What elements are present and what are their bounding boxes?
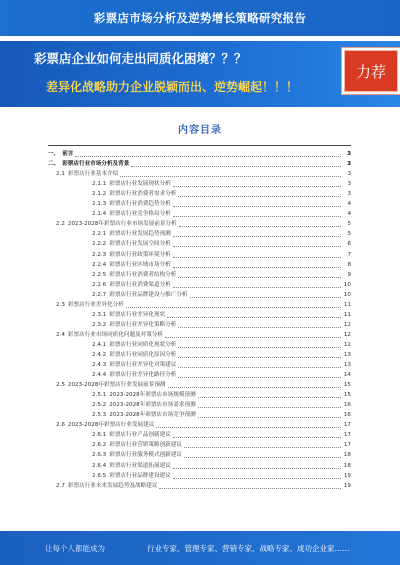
toc-entry-text: 彩票店行业服务模式创新建议 — [109, 452, 182, 459]
toc-leader-dots — [131, 166, 341, 167]
toc-entry-number: 2.5.2 — [92, 402, 107, 409]
toc-leader-dots — [168, 387, 341, 388]
report-title: 彩票店市场分析及逆势增长策略研究报告 — [93, 11, 307, 25]
toc-leader-dots — [173, 437, 341, 438]
toc-entry-number: 2.1.4 — [92, 211, 107, 218]
toc-entry-number: 2.3.1 — [92, 311, 107, 318]
toc-entry-page: 17 — [343, 442, 351, 449]
toc-entry[interactable] — [48, 481, 351, 491]
toc-entry-text: 彩票店行业品牌建设与推广分析 — [109, 291, 188, 298]
toc-leader-dots — [75, 156, 341, 157]
toc-entry[interactable] — [48, 249, 351, 259]
toc-entry-page: 4 — [347, 201, 351, 208]
toc-entry-number: 2.4.4 — [92, 372, 107, 379]
toc-entry-text: 前言 — [62, 151, 74, 158]
toc-entry[interactable] — [48, 149, 351, 159]
toc-entry-page: 3 — [347, 151, 351, 158]
toc-leader-dots — [120, 176, 341, 177]
toc-entry-number: 2.3 — [56, 301, 65, 308]
toc-entry[interactable] — [48, 219, 351, 229]
toc-leader-dots — [178, 367, 341, 368]
toc-entry-number: 2.6 — [56, 422, 65, 429]
toc-leader-dots — [156, 427, 341, 428]
toc-entry-text: 彩票店行业发展现状分析 — [109, 181, 171, 188]
toc-leader-dots — [165, 337, 341, 338]
toc-leader-dots — [173, 236, 341, 237]
toc-entry[interactable] — [48, 280, 351, 290]
toc-entry-number: 2.1.1 — [92, 181, 107, 188]
toc-entry-page: 6 — [347, 241, 351, 248]
toc-entry-text: 彩票店行业营销策略创新建议 — [109, 442, 182, 449]
toc-entry[interactable] — [48, 169, 351, 179]
toc-entry-number: 2.4.3 — [92, 362, 107, 369]
toc-title: 内容目录 — [178, 125, 222, 136]
toc-entry-text: 彩票店行业消费者结构分析 — [109, 271, 177, 278]
toc-entry[interactable] — [48, 330, 351, 340]
toc-entry-number: 2.6.5 — [92, 472, 107, 479]
toc-entry-number: 2.6.3 — [92, 452, 107, 459]
footer-experts: 行业专家、管理专家、营销专家、战略专家、成功企业家…… — [147, 544, 350, 553]
toc-entry-page: 3 — [347, 181, 351, 188]
toc-entry-page: 11 — [343, 311, 351, 318]
toc-entry[interactable] — [48, 460, 351, 470]
toc-entry-number: 2.3.2 — [92, 321, 107, 328]
toc-entry-page: 13 — [343, 362, 351, 369]
toc-entry-text: 彩票店行业消费渠道分析 — [109, 281, 171, 288]
toc-entry-text: 彩票店行业未来发展趋势及战略建议 — [67, 482, 158, 489]
toc-leader-dots — [159, 488, 341, 489]
toc-leader-dots — [173, 206, 341, 207]
toc-entry-text: 彩票店行业基本介绍 — [67, 171, 119, 178]
toc-entry[interactable] — [48, 360, 351, 370]
toc-leader-dots — [198, 417, 341, 418]
toc-entry-text: 彩票店行业品牌建设建议 — [109, 472, 171, 479]
toc-entry-page: 10 — [343, 291, 351, 298]
toc-leader-dots — [173, 257, 341, 258]
toc-entry-text: 彩票店行业差异化现状 — [109, 311, 166, 318]
toc-entry[interactable] — [48, 300, 351, 310]
toc-leader-dots — [178, 377, 341, 378]
toc-leader-dots — [173, 287, 341, 288]
toc-entry[interactable] — [48, 350, 351, 360]
toc-entry-text: 彩票店行业市场同质化问题及对策分析 — [67, 331, 164, 338]
toc-entry-text: 彩票店行业消费者需求分析 — [109, 191, 177, 198]
toc-entry-number: 2.2.2 — [92, 241, 107, 248]
toc-entry[interactable] — [48, 189, 351, 199]
toc-entry-page: 18 — [343, 452, 351, 459]
toc-entry-number: 2.2.1 — [92, 231, 107, 238]
toc-leader-dots — [173, 246, 341, 247]
toc-entry-text: 2023-2028年彩票店行业市场发展前景分析 — [67, 221, 177, 228]
toc-entry-page: 3 — [347, 161, 351, 168]
toc-entry-number: 2.6.2 — [92, 442, 107, 449]
toc-entry-text: 彩票店行业发展趋势预测 — [109, 231, 171, 238]
recommend-stamp: 力荐 — [344, 50, 398, 92]
toc-leader-dots — [190, 297, 341, 298]
toc-entry-page: 15 — [343, 382, 351, 389]
toc-entry-text: 彩票店行业差异化对策建议 — [109, 362, 177, 369]
toc-entry[interactable] — [48, 290, 351, 300]
toc-entry-number: 2.2 — [56, 221, 65, 228]
toc-entry-number: 二、 — [48, 161, 60, 168]
toc-entry-text: 彩票店行业同质化现状分析 — [109, 341, 177, 348]
toc-leader-dots — [198, 407, 341, 408]
toc-entry-text: 彩票店行业市场分析及背景 — [62, 161, 130, 168]
toc-entry[interactable] — [48, 370, 351, 380]
toc-entry-page: 12 — [343, 341, 351, 348]
toc-leader-dots — [178, 277, 341, 278]
toc-entry-page: 5 — [347, 231, 351, 238]
toc-entry-page: 17 — [343, 432, 351, 439]
toc-entry-text: 2023-2028年彩票店市场规模预测 — [109, 392, 196, 399]
banner-subline: 差异化战略助力企业脱颖而出、逆势崛起！！！ — [46, 80, 299, 94]
toc-entry-page: 7 — [347, 251, 351, 258]
toc-entry-number: 2.4.1 — [92, 341, 107, 348]
header-bar — [0, 0, 400, 36]
toc-entry-number: 2.1.2 — [92, 191, 107, 198]
toc-entry-number: 2.5.3 — [92, 412, 107, 419]
toc-entry[interactable] — [48, 179, 351, 189]
toc-leader-dots — [184, 457, 341, 458]
toc-entry-text: 彩票店行业渠道拓展建议 — [109, 462, 171, 469]
toc-leader-dots — [167, 317, 341, 318]
footer-bar — [0, 531, 400, 565]
toc-leader-dots — [178, 347, 341, 348]
toc-entry-text: 2023-2028年彩票店行业发展前景预测 — [67, 382, 166, 389]
toc-leader-dots — [178, 357, 341, 358]
toc-entry-text: 彩票店行业竞争格局分析 — [109, 211, 171, 218]
footer-slogan: 让每个人都能成为 — [45, 544, 105, 553]
toc-entry-number: 2.5.1 — [92, 392, 107, 399]
toc-leader-dots — [173, 216, 341, 217]
toc-entry[interactable] — [48, 450, 351, 460]
toc-entry[interactable] — [48, 380, 351, 390]
toc-entry[interactable] — [48, 209, 351, 219]
toc-entry[interactable] — [48, 430, 351, 440]
toc-entry-page: 18 — [343, 462, 351, 469]
toc-entry[interactable] — [48, 239, 351, 249]
toc-entry-page: 3 — [347, 191, 351, 198]
toc-entry-page: 3 — [347, 171, 351, 178]
toc-entry[interactable] — [48, 270, 351, 280]
toc-entry-number: 2.4.2 — [92, 351, 107, 358]
toc-entry[interactable] — [48, 420, 351, 430]
toc-entry-page: 15 — [343, 392, 351, 399]
toc-entry-page: 19 — [343, 482, 351, 489]
toc-entry[interactable] — [48, 310, 351, 320]
toc-entry[interactable] — [48, 159, 351, 169]
toc-entry-page: 10 — [343, 281, 351, 288]
toc-entry[interactable] — [48, 229, 351, 239]
toc-entry-page: 16 — [343, 402, 351, 409]
toc-entry[interactable] — [48, 440, 351, 450]
toc-entry-number: 2.1 — [56, 171, 65, 178]
toc-entry-text: 彩票店行业差异化策略分析 — [109, 321, 177, 328]
toc-entry[interactable] — [48, 260, 351, 270]
toc-entry-text: 2023-2028年彩票店市场需求预测 — [109, 402, 196, 409]
toc-leader-dots — [173, 468, 341, 469]
toc-entry-number: 2.1.3 — [92, 201, 107, 208]
toc-leader-dots — [173, 478, 341, 479]
toc-entry-page: 13 — [343, 351, 351, 358]
toc-entry-number: 2.2.4 — [92, 261, 107, 268]
toc-entry-number: 2.4 — [56, 331, 65, 338]
toc-entry-number: 2.2.7 — [92, 291, 107, 298]
toc-entry-page: 12 — [343, 331, 351, 338]
toc-entry-page: 17 — [343, 422, 351, 429]
toc-entry-number: 2.2.3 — [92, 251, 107, 258]
toc-entry-text: 彩票店行业政策环境分析 — [109, 251, 171, 258]
promo-banner — [0, 41, 400, 107]
toc-entry-number: 2.7 — [56, 482, 65, 489]
toc-entry-text: 彩票店行业差异化分析 — [67, 301, 124, 308]
toc-entry-number: 2.2.6 — [92, 281, 107, 288]
toc-entry-page: 4 — [347, 211, 351, 218]
toc-entry-text: 彩票店行业产品创新建议 — [109, 432, 171, 439]
toc-leader-dots — [173, 186, 341, 187]
toc-entry-number: 2.6.4 — [92, 462, 107, 469]
toc-entry-number: 一、 — [48, 151, 60, 158]
toc-entry[interactable] — [48, 390, 351, 400]
toc-entry-text: 彩票店行业差异化路径分析 — [109, 372, 177, 379]
toc-entry[interactable] — [48, 471, 351, 481]
toc-entry-number: 2.6.1 — [92, 432, 107, 439]
toc-entry[interactable] — [48, 400, 351, 410]
toc-entry-text: 2023-2028年彩票店行业发展建议 — [67, 422, 155, 429]
toc-entry-page: 11 — [343, 301, 351, 308]
toc-entry-page: 9 — [347, 271, 351, 278]
toc-leader-dots — [179, 226, 341, 227]
toc-entry-number: 2.2.5 — [92, 271, 107, 278]
toc-entry-text: 彩票店行业同质化原因分析 — [109, 351, 177, 358]
toc-entry-text: 2023-2028年彩票店市场竞争预测 — [109, 412, 196, 419]
toc-entry-page: 12 — [343, 321, 351, 328]
toc-leader-dots — [173, 267, 341, 268]
toc-entry-page: 5 — [347, 221, 351, 228]
toc-entry-text: 彩票店行业发展空间分析 — [109, 241, 171, 248]
toc-leader-dots — [178, 196, 341, 197]
toc-entry-page: 16 — [343, 412, 351, 419]
table-of-contents — [48, 145, 351, 491]
toc-entry[interactable] — [48, 199, 351, 209]
toc-entry-page: 14 — [343, 372, 351, 379]
toc-leader-dots — [126, 307, 341, 308]
toc-leader-dots — [198, 397, 341, 398]
toc-leader-dots — [178, 327, 341, 328]
toc-entry-text: 彩票店行业消费趋势分析 — [109, 201, 171, 208]
toc-leader-dots — [184, 447, 341, 448]
toc-entry-text: 彩票店行业区域市场分析 — [109, 261, 171, 268]
banner-headline: 彩票店企业如何走出同质化困境？？？ — [34, 51, 247, 66]
toc-entry[interactable] — [48, 340, 351, 350]
toc-entry[interactable] — [48, 320, 351, 330]
toc-entry-page: 19 — [343, 472, 351, 479]
toc-entry-number: 2.5 — [56, 382, 65, 389]
toc-entry[interactable] — [48, 410, 351, 420]
toc-entry-page: 8 — [347, 261, 351, 268]
